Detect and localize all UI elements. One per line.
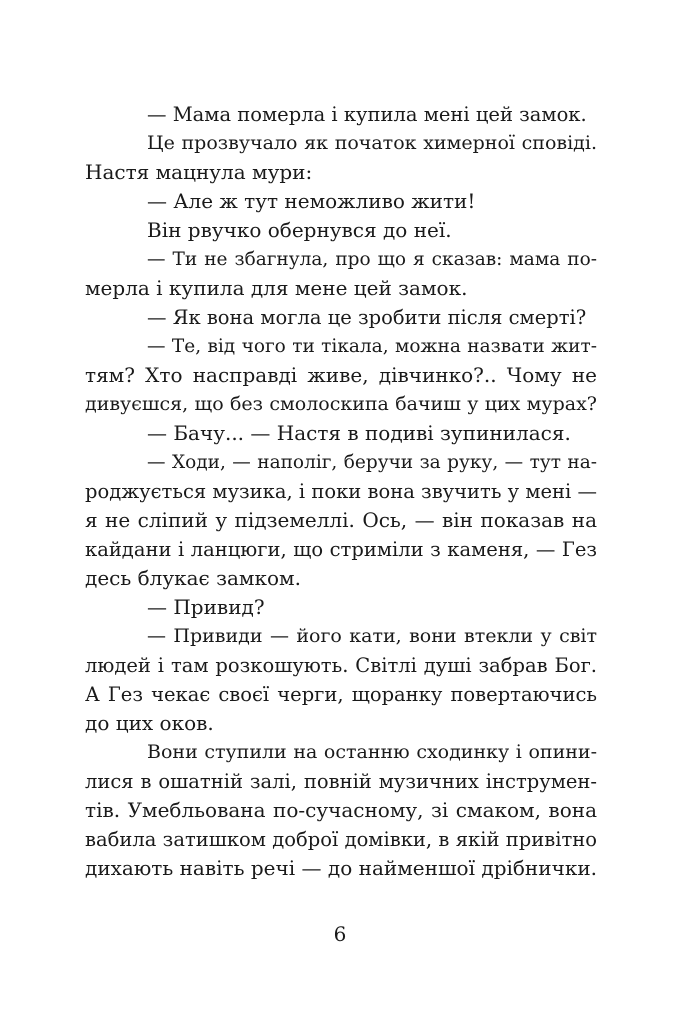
text-line: мерла і купила для мене цей замок. [85, 276, 468, 300]
page-text-block [85, 100, 597, 883]
text-line: Він рвучко обернувся до неї. [147, 218, 452, 242]
text-line: — Ходи, — наполіг, беручи за руку, — тут на- [147, 452, 597, 473]
text-line: — Ти не збагнула, про що я сказав: мама по- [147, 249, 597, 270]
page-number: 6 [333, 922, 347, 946]
text-line: тів. Умебльована по-сучасному, зі смаком, вона [85, 798, 597, 822]
text-line: — Але ж тут неможливо жити! [147, 189, 476, 213]
text-line: роджується музика, і поки вона звучить у мені — [85, 480, 597, 503]
text-line: вабила затишком доброї домівки, в якій привітно [85, 828, 597, 851]
text-line: дивуєшся, що без смолоскипа бачиш у цих мурах? [85, 393, 597, 415]
text-line: десь блукає замком. [85, 566, 301, 590]
text-line: Вони ступили на останню сходинку і опини- [147, 741, 597, 763]
text-line: Це прозвучало як початок химерної сповіді. [147, 132, 597, 154]
text-line: — Те, від чого ти тікала, можна назвати жит- [147, 336, 597, 357]
text-line: — Мама померла і купила мені цей замок. [147, 103, 587, 126]
text-line: я не сліпий у підземеллі. Ось, — він показав на [85, 508, 597, 532]
text-line: — Привиди — його кати, вони втекли у світ [147, 625, 597, 647]
text-line: до цих оков. [85, 711, 214, 735]
text-line: — Як вона могла це зробити після смерті? [147, 306, 587, 329]
text-line: тям? Хто насправді живе, дівчинко?.. Чому не [85, 363, 597, 387]
text-line: — Бачу... — Настя в подиві зупинилася. [147, 421, 571, 445]
text-line: — Привид? [147, 595, 265, 619]
text-line: Настя мацнула мури: [85, 160, 313, 184]
text-line: кайдани і ланцюги, що стриміли з каменя, — Гез [85, 538, 597, 561]
text-line: дихають навіть речі — до найменшої дрібнички. [85, 856, 597, 880]
text-line: людей і там розкошують. Світлі душі забрав Бог. [85, 654, 597, 677]
text-line: лися в ошатній залі, повній музичних інструмен- [85, 770, 597, 793]
text-line: А Гез чекає своєї черги, щоранку повертаючись [85, 683, 597, 706]
